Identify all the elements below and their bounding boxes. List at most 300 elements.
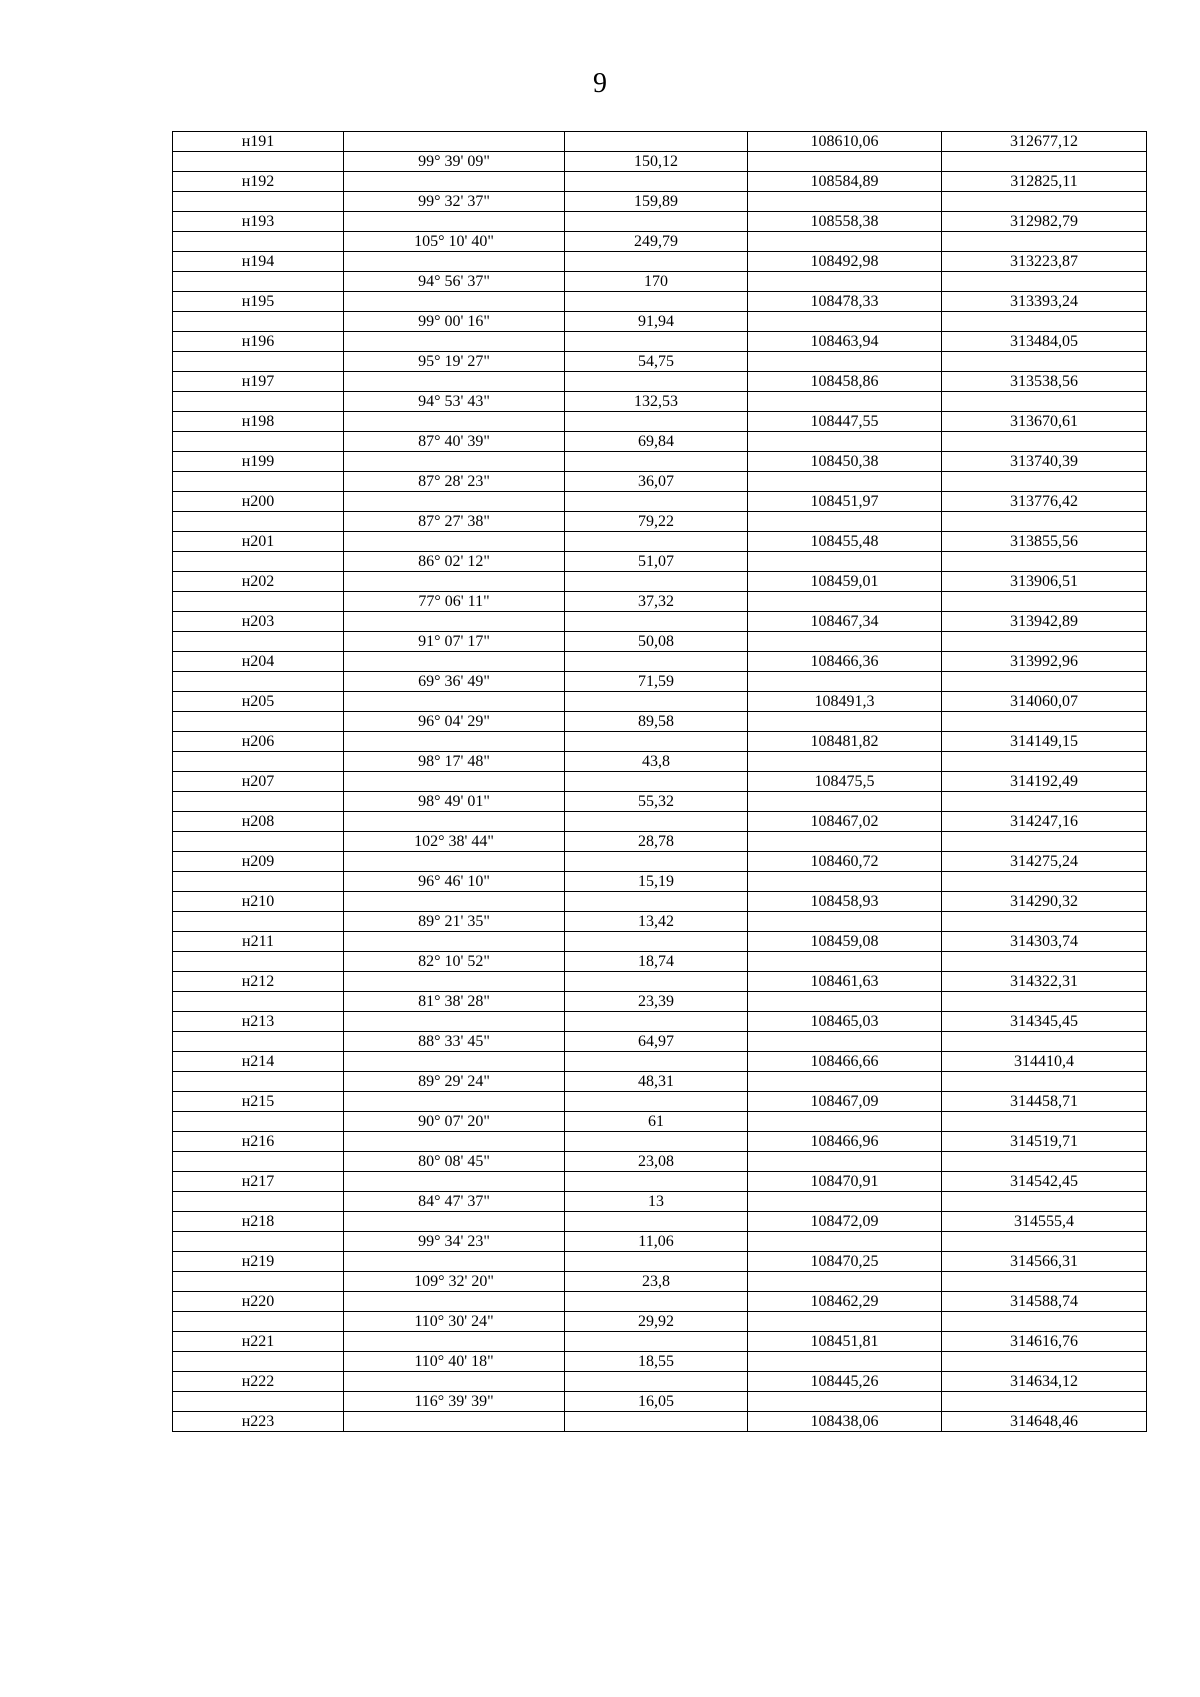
x-coordinate-cell xyxy=(748,152,942,172)
point-cell xyxy=(173,952,344,972)
point-cell: н222 xyxy=(173,1372,344,1392)
angle-cell xyxy=(344,1012,565,1032)
y-coordinate-cell: 314247,16 xyxy=(942,812,1147,832)
point-cell: н200 xyxy=(173,492,344,512)
y-coordinate-cell: 314566,31 xyxy=(942,1252,1147,1272)
table-row-point xyxy=(173,932,1147,952)
table-row-point xyxy=(173,1132,1147,1152)
angle-cell: 84° 47' 37" xyxy=(344,1192,565,1212)
x-coordinate-cell xyxy=(748,1272,942,1292)
y-coordinate-cell xyxy=(942,992,1147,1012)
angle-cell: 87° 28' 23" xyxy=(344,472,565,492)
distance-cell: 29,92 xyxy=(565,1312,748,1332)
y-coordinate-cell xyxy=(942,1072,1147,1092)
point-cell xyxy=(173,392,344,412)
y-coordinate-cell: 314275,24 xyxy=(942,852,1147,872)
point-cell xyxy=(173,152,344,172)
angle-cell xyxy=(344,132,565,152)
distance-cell xyxy=(565,452,748,472)
point-cell xyxy=(173,232,344,252)
x-coordinate-cell xyxy=(748,1232,942,1252)
angle-cell: 94° 56' 37" xyxy=(344,272,565,292)
x-coordinate-cell: 108481,82 xyxy=(748,732,942,752)
distance-cell: 79,22 xyxy=(565,512,748,532)
table-row-segment xyxy=(173,1232,1147,1252)
distance-cell xyxy=(565,412,748,432)
x-coordinate-cell: 108451,97 xyxy=(748,492,942,512)
y-coordinate-cell xyxy=(942,312,1147,332)
distance-cell: 249,79 xyxy=(565,232,748,252)
table-row-segment xyxy=(173,1072,1147,1092)
distance-cell: 51,07 xyxy=(565,552,748,572)
angle-cell xyxy=(344,652,565,672)
distance-cell xyxy=(565,972,748,992)
angle-cell: 77° 06' 11" xyxy=(344,592,565,612)
distance-cell xyxy=(565,1012,748,1032)
y-coordinate-cell: 313855,56 xyxy=(942,532,1147,552)
distance-cell: 89,58 xyxy=(565,712,748,732)
table-row-segment xyxy=(173,1032,1147,1052)
distance-cell: 15,19 xyxy=(565,872,748,892)
y-coordinate-cell: 314410,4 xyxy=(942,1052,1147,1072)
table-row-point xyxy=(173,1252,1147,1272)
y-coordinate-cell xyxy=(942,352,1147,372)
point-cell xyxy=(173,312,344,332)
y-coordinate-cell: 314322,31 xyxy=(942,972,1147,992)
x-coordinate-cell xyxy=(748,632,942,652)
y-coordinate-cell xyxy=(942,872,1147,892)
distance-cell: 16,05 xyxy=(565,1392,748,1412)
distance-cell xyxy=(565,1092,748,1112)
x-coordinate-cell: 108459,01 xyxy=(748,572,942,592)
y-coordinate-cell: 314588,74 xyxy=(942,1292,1147,1312)
y-coordinate-cell xyxy=(942,592,1147,612)
distance-cell xyxy=(565,1172,748,1192)
x-coordinate-cell: 108492,98 xyxy=(748,252,942,272)
angle-cell xyxy=(344,252,565,272)
y-coordinate-cell xyxy=(942,672,1147,692)
x-coordinate-cell xyxy=(748,312,942,332)
angle-cell xyxy=(344,532,565,552)
table-row-segment xyxy=(173,1272,1147,1292)
angle-cell xyxy=(344,492,565,512)
point-cell xyxy=(173,992,344,1012)
angle-cell xyxy=(344,292,565,312)
angle-cell: 95° 19' 27" xyxy=(344,352,565,372)
point-cell xyxy=(173,632,344,652)
point-cell: н220 xyxy=(173,1292,344,1312)
angle-cell xyxy=(344,732,565,752)
x-coordinate-cell: 108460,72 xyxy=(748,852,942,872)
point-cell: н196 xyxy=(173,332,344,352)
distance-cell: 64,97 xyxy=(565,1032,748,1052)
distance-cell xyxy=(565,772,748,792)
x-coordinate-cell xyxy=(748,432,942,452)
y-coordinate-cell: 313670,61 xyxy=(942,412,1147,432)
y-coordinate-cell: 314303,74 xyxy=(942,932,1147,952)
point-cell xyxy=(173,512,344,532)
point-cell: н211 xyxy=(173,932,344,952)
angle-cell xyxy=(344,612,565,632)
x-coordinate-cell xyxy=(748,512,942,532)
x-coordinate-cell xyxy=(748,992,942,1012)
angle-cell: 87° 27' 38" xyxy=(344,512,565,532)
table-row-segment xyxy=(173,952,1147,972)
distance-cell xyxy=(565,1292,748,1312)
table-row-point xyxy=(173,132,1147,152)
point-cell: н215 xyxy=(173,1092,344,1112)
angle-cell: 98° 17' 48" xyxy=(344,752,565,772)
y-coordinate-cell: 312677,12 xyxy=(942,132,1147,152)
y-coordinate-cell: 313223,87 xyxy=(942,252,1147,272)
x-coordinate-cell xyxy=(748,1152,942,1172)
distance-cell xyxy=(565,1412,748,1432)
angle-cell xyxy=(344,692,565,712)
point-cell xyxy=(173,1032,344,1052)
y-coordinate-cell: 314345,45 xyxy=(942,1012,1147,1032)
distance-cell xyxy=(565,572,748,592)
table-row-point xyxy=(173,1092,1147,1112)
point-cell: н212 xyxy=(173,972,344,992)
x-coordinate-cell xyxy=(748,1072,942,1092)
distance-cell: 132,53 xyxy=(565,392,748,412)
distance-cell xyxy=(565,1252,748,1272)
table-row-segment xyxy=(173,992,1147,1012)
angle-cell: 99° 32' 37" xyxy=(344,192,565,212)
angle-cell xyxy=(344,1092,565,1112)
y-coordinate-cell: 312982,79 xyxy=(942,212,1147,232)
x-coordinate-cell xyxy=(748,1112,942,1132)
point-cell xyxy=(173,592,344,612)
table-row-segment xyxy=(173,1112,1147,1132)
point-cell xyxy=(173,912,344,932)
y-coordinate-cell: 313393,24 xyxy=(942,292,1147,312)
angle-cell xyxy=(344,452,565,472)
x-coordinate-cell xyxy=(748,192,942,212)
y-coordinate-cell: 313942,89 xyxy=(942,612,1147,632)
distance-cell: 91,94 xyxy=(565,312,748,332)
x-coordinate-cell xyxy=(748,392,942,412)
point-cell: н198 xyxy=(173,412,344,432)
point-cell xyxy=(173,1192,344,1212)
y-coordinate-cell xyxy=(942,392,1147,412)
distance-cell: 13,42 xyxy=(565,912,748,932)
coordinates-table-body xyxy=(173,132,1147,1432)
angle-cell: 102° 38' 44" xyxy=(344,832,565,852)
table-row-segment xyxy=(173,792,1147,812)
table-row-point xyxy=(173,1212,1147,1232)
distance-cell: 36,07 xyxy=(565,472,748,492)
table-row-point xyxy=(173,972,1147,992)
angle-cell: 82° 10' 52" xyxy=(344,952,565,972)
x-coordinate-cell: 108458,86 xyxy=(748,372,942,392)
distance-cell xyxy=(565,1212,748,1232)
y-coordinate-cell xyxy=(942,1032,1147,1052)
angle-cell: 91° 07' 17" xyxy=(344,632,565,652)
table-row-point xyxy=(173,1412,1147,1432)
x-coordinate-cell xyxy=(748,1352,942,1372)
angle-cell xyxy=(344,172,565,192)
point-cell: н193 xyxy=(173,212,344,232)
point-cell: н202 xyxy=(173,572,344,592)
point-cell: н223 xyxy=(173,1412,344,1432)
x-coordinate-cell: 108458,93 xyxy=(748,892,942,912)
point-cell xyxy=(173,1232,344,1252)
angle-cell: 116° 39' 39" xyxy=(344,1392,565,1412)
table-row-segment xyxy=(173,672,1147,692)
y-coordinate-cell: 314149,15 xyxy=(942,732,1147,752)
y-coordinate-cell xyxy=(942,552,1147,572)
y-coordinate-cell xyxy=(942,1312,1147,1332)
y-coordinate-cell xyxy=(942,792,1147,812)
angle-cell: 69° 36' 49" xyxy=(344,672,565,692)
point-cell: н218 xyxy=(173,1212,344,1232)
angle-cell xyxy=(344,1212,565,1232)
table-row-segment xyxy=(173,432,1147,452)
x-coordinate-cell: 108470,25 xyxy=(748,1252,942,1272)
y-coordinate-cell: 312825,11 xyxy=(942,172,1147,192)
angle-cell xyxy=(344,772,565,792)
x-coordinate-cell: 108447,55 xyxy=(748,412,942,432)
x-coordinate-cell: 108465,03 xyxy=(748,1012,942,1032)
point-cell: н191 xyxy=(173,132,344,152)
table-row-point xyxy=(173,332,1147,352)
table-row-point xyxy=(173,1332,1147,1352)
distance-cell xyxy=(565,732,748,752)
x-coordinate-cell: 108584,89 xyxy=(748,172,942,192)
angle-cell xyxy=(344,892,565,912)
angle-cell: 88° 33' 45" xyxy=(344,1032,565,1052)
table-row-segment xyxy=(173,552,1147,572)
x-coordinate-cell: 108467,02 xyxy=(748,812,942,832)
distance-cell: 13 xyxy=(565,1192,748,1212)
x-coordinate-cell xyxy=(748,672,942,692)
angle-cell: 110° 40' 18" xyxy=(344,1352,565,1372)
y-coordinate-cell xyxy=(942,432,1147,452)
x-coordinate-cell: 108478,33 xyxy=(748,292,942,312)
point-cell xyxy=(173,192,344,212)
table-row-point xyxy=(173,292,1147,312)
distance-cell xyxy=(565,252,748,272)
y-coordinate-cell: 314519,71 xyxy=(942,1132,1147,1152)
x-coordinate-cell: 108451,81 xyxy=(748,1332,942,1352)
distance-cell: 23,08 xyxy=(565,1152,748,1172)
x-coordinate-cell: 108459,08 xyxy=(748,932,942,952)
distance-cell xyxy=(565,1372,748,1392)
table-row-point xyxy=(173,1012,1147,1032)
point-cell: н195 xyxy=(173,292,344,312)
distance-cell: 54,75 xyxy=(565,352,748,372)
table-row-segment xyxy=(173,272,1147,292)
point-cell: н213 xyxy=(173,1012,344,1032)
point-cell: н221 xyxy=(173,1332,344,1352)
table-row-point xyxy=(173,172,1147,192)
distance-cell xyxy=(565,332,748,352)
distance-cell: 71,59 xyxy=(565,672,748,692)
table-row-segment xyxy=(173,232,1147,252)
distance-cell: 18,74 xyxy=(565,952,748,972)
point-cell: н219 xyxy=(173,1252,344,1272)
x-coordinate-cell xyxy=(748,712,942,732)
table-row-segment xyxy=(173,192,1147,212)
angle-cell xyxy=(344,332,565,352)
point-cell: н217 xyxy=(173,1172,344,1192)
point-cell xyxy=(173,352,344,372)
point-cell xyxy=(173,552,344,572)
x-coordinate-cell xyxy=(748,1032,942,1052)
table-row-point xyxy=(173,1172,1147,1192)
y-coordinate-cell xyxy=(942,232,1147,252)
table-row-point xyxy=(173,532,1147,552)
table-row-point xyxy=(173,812,1147,832)
angle-cell: 81° 38' 28" xyxy=(344,992,565,1012)
table-row-point xyxy=(173,732,1147,752)
angle-cell: 99° 34' 23" xyxy=(344,1232,565,1252)
table-row-point xyxy=(173,452,1147,472)
point-cell: н201 xyxy=(173,532,344,552)
angle-cell xyxy=(344,372,565,392)
point-cell: н214 xyxy=(173,1052,344,1072)
table-row-point xyxy=(173,892,1147,912)
y-coordinate-cell xyxy=(942,1192,1147,1212)
point-cell xyxy=(173,832,344,852)
distance-cell xyxy=(565,292,748,312)
y-coordinate-cell: 314555,4 xyxy=(942,1212,1147,1232)
y-coordinate-cell: 313776,42 xyxy=(942,492,1147,512)
distance-cell: 11,06 xyxy=(565,1232,748,1252)
point-cell xyxy=(173,1392,344,1412)
angle-cell xyxy=(344,852,565,872)
distance-cell: 48,31 xyxy=(565,1072,748,1092)
angle-cell xyxy=(344,212,565,232)
distance-cell: 28,78 xyxy=(565,832,748,852)
angle-cell: 94° 53' 43" xyxy=(344,392,565,412)
point-cell: н209 xyxy=(173,852,344,872)
x-coordinate-cell: 108467,34 xyxy=(748,612,942,632)
x-coordinate-cell: 108467,09 xyxy=(748,1092,942,1112)
distance-cell xyxy=(565,932,748,952)
angle-cell: 87° 40' 39" xyxy=(344,432,565,452)
y-coordinate-cell: 313740,39 xyxy=(942,452,1147,472)
point-cell xyxy=(173,1352,344,1372)
table-row-segment xyxy=(173,152,1147,172)
point-cell: н194 xyxy=(173,252,344,272)
table-row-point xyxy=(173,692,1147,712)
table-row-point xyxy=(173,372,1147,392)
distance-cell xyxy=(565,652,748,672)
distance-cell: 37,32 xyxy=(565,592,748,612)
angle-cell xyxy=(344,1412,565,1432)
y-coordinate-cell xyxy=(942,832,1147,852)
point-cell xyxy=(173,472,344,492)
angle-cell xyxy=(344,1052,565,1072)
distance-cell: 23,39 xyxy=(565,992,748,1012)
x-coordinate-cell: 108472,09 xyxy=(748,1212,942,1232)
x-coordinate-cell xyxy=(748,792,942,812)
x-coordinate-cell: 108466,66 xyxy=(748,1052,942,1072)
table-row-segment xyxy=(173,592,1147,612)
y-coordinate-cell xyxy=(942,192,1147,212)
distance-cell: 23,8 xyxy=(565,1272,748,1292)
x-coordinate-cell xyxy=(748,952,942,972)
y-coordinate-cell: 313906,51 xyxy=(942,572,1147,592)
y-coordinate-cell xyxy=(942,952,1147,972)
angle-cell: 90° 07' 20" xyxy=(344,1112,565,1132)
y-coordinate-cell xyxy=(942,752,1147,772)
y-coordinate-cell xyxy=(942,472,1147,492)
angle-cell xyxy=(344,1132,565,1152)
point-cell: н192 xyxy=(173,172,344,192)
table-row-segment xyxy=(173,512,1147,532)
x-coordinate-cell xyxy=(748,872,942,892)
point-cell: н210 xyxy=(173,892,344,912)
table-row-point xyxy=(173,1292,1147,1312)
angle-cell: 98° 49' 01" xyxy=(344,792,565,812)
x-coordinate-cell: 108610,06 xyxy=(748,132,942,152)
table-row-segment xyxy=(173,752,1147,772)
y-coordinate-cell xyxy=(942,1152,1147,1172)
point-cell: н205 xyxy=(173,692,344,712)
x-coordinate-cell xyxy=(748,352,942,372)
table-row-segment xyxy=(173,1312,1147,1332)
x-coordinate-cell: 108491,3 xyxy=(748,692,942,712)
angle-cell xyxy=(344,932,565,952)
y-coordinate-cell xyxy=(942,512,1147,532)
x-coordinate-cell xyxy=(748,552,942,572)
table-row-segment xyxy=(173,392,1147,412)
distance-cell xyxy=(565,892,748,912)
distance-cell xyxy=(565,852,748,872)
x-coordinate-cell: 108462,29 xyxy=(748,1292,942,1312)
distance-cell xyxy=(565,132,748,152)
angle-cell: 99° 39' 09" xyxy=(344,152,565,172)
angle-cell: 89° 29' 24" xyxy=(344,1072,565,1092)
y-coordinate-cell xyxy=(942,1112,1147,1132)
x-coordinate-cell: 108461,63 xyxy=(748,972,942,992)
table-row-segment xyxy=(173,1352,1147,1372)
table-row-segment xyxy=(173,1392,1147,1412)
x-coordinate-cell: 108466,96 xyxy=(748,1132,942,1152)
point-cell: н207 xyxy=(173,772,344,792)
table-row-segment xyxy=(173,712,1147,732)
point-cell xyxy=(173,792,344,812)
coordinates-table xyxy=(172,131,1147,1432)
distance-cell xyxy=(565,1052,748,1072)
angle-cell xyxy=(344,812,565,832)
table-row-point xyxy=(173,852,1147,872)
y-coordinate-cell xyxy=(942,1232,1147,1252)
point-cell xyxy=(173,1272,344,1292)
distance-cell xyxy=(565,172,748,192)
table-row-point xyxy=(173,1052,1147,1072)
table-row-point xyxy=(173,612,1147,632)
angle-cell: 96° 46' 10" xyxy=(344,872,565,892)
distance-cell: 159,89 xyxy=(565,192,748,212)
point-cell: н203 xyxy=(173,612,344,632)
point-cell xyxy=(173,1152,344,1172)
table-row-segment xyxy=(173,1192,1147,1212)
x-coordinate-cell: 108445,26 xyxy=(748,1372,942,1392)
y-coordinate-cell xyxy=(942,1272,1147,1292)
angle-cell xyxy=(344,1372,565,1392)
x-coordinate-cell xyxy=(748,752,942,772)
distance-cell: 150,12 xyxy=(565,152,748,172)
table-row-segment xyxy=(173,832,1147,852)
distance-cell: 43,8 xyxy=(565,752,748,772)
x-coordinate-cell xyxy=(748,272,942,292)
distance-cell: 61 xyxy=(565,1112,748,1132)
y-coordinate-cell xyxy=(942,1392,1147,1412)
